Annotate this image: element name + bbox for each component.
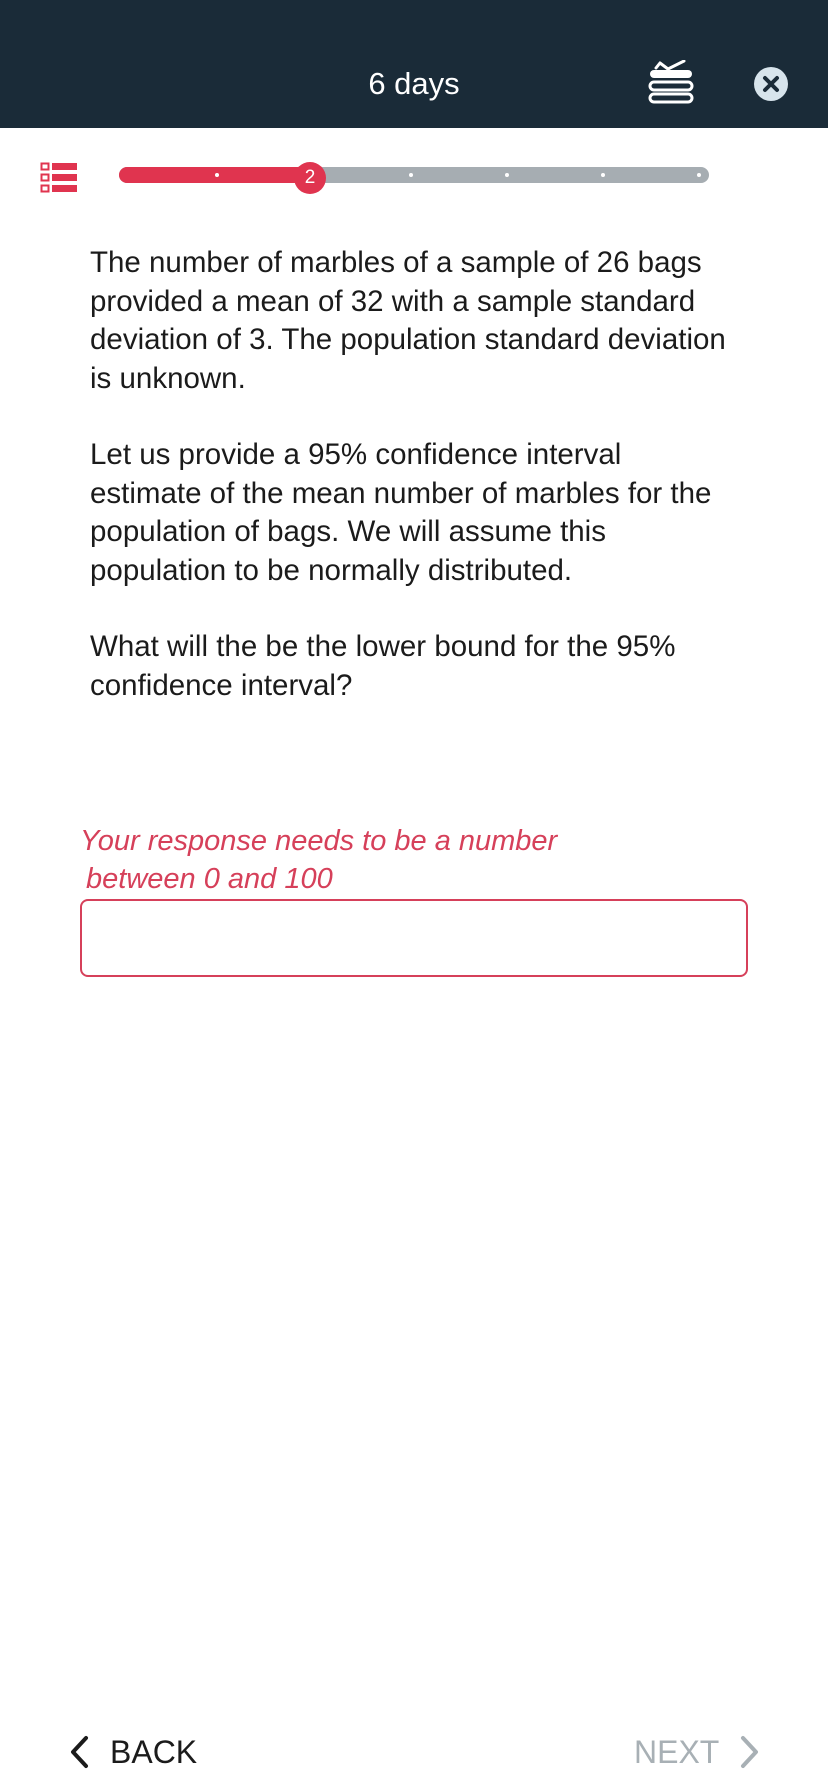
header-bar (0, 0, 828, 128)
progress-bar (119, 167, 709, 183)
checklist-icon (648, 60, 696, 106)
validation-error (80, 822, 600, 898)
question-text (90, 244, 740, 743)
back-button[interactable] (68, 1730, 197, 1774)
validation-error-line: Your response needs to be a number (80, 825, 558, 857)
outline-button[interactable] (40, 162, 78, 194)
close-button[interactable] (754, 67, 788, 101)
current-step-indicator: 2 (294, 162, 326, 194)
progress-step-dot (505, 173, 509, 177)
back-label: BACK (110, 1733, 198, 1770)
next-label: NEXT (634, 1733, 720, 1770)
question-paragraph: The number of marbles of a sample of 26 bags provided a mean of 32 with a sample standard deviation of 3. The population standard deviation is unknown. (90, 246, 726, 395)
next-button[interactable] (634, 1730, 761, 1774)
progress-step-dot (215, 173, 219, 177)
chevron-right-icon (739, 1735, 761, 1769)
header-title: 6 days (368, 66, 460, 101)
close-icon (754, 67, 788, 101)
progress-step-dot (409, 173, 413, 177)
question-paragraph: Let us provide a 95% confidence interval estimate of the mean number of marbles for the population of bags. We will assume this population to be normally distributed. (90, 438, 712, 587)
outline-list-icon (40, 162, 78, 194)
validation-error-line: between 0 and 100 (86, 863, 333, 895)
answer-input[interactable] (80, 899, 748, 977)
question-paragraph: What will the be the lower bound for the 95% confidence interval? (90, 630, 676, 702)
progress-step-dot (697, 173, 701, 177)
chevron-left-icon (68, 1735, 90, 1769)
progress-step-dot (601, 173, 605, 177)
checklist-button[interactable] (648, 60, 696, 106)
